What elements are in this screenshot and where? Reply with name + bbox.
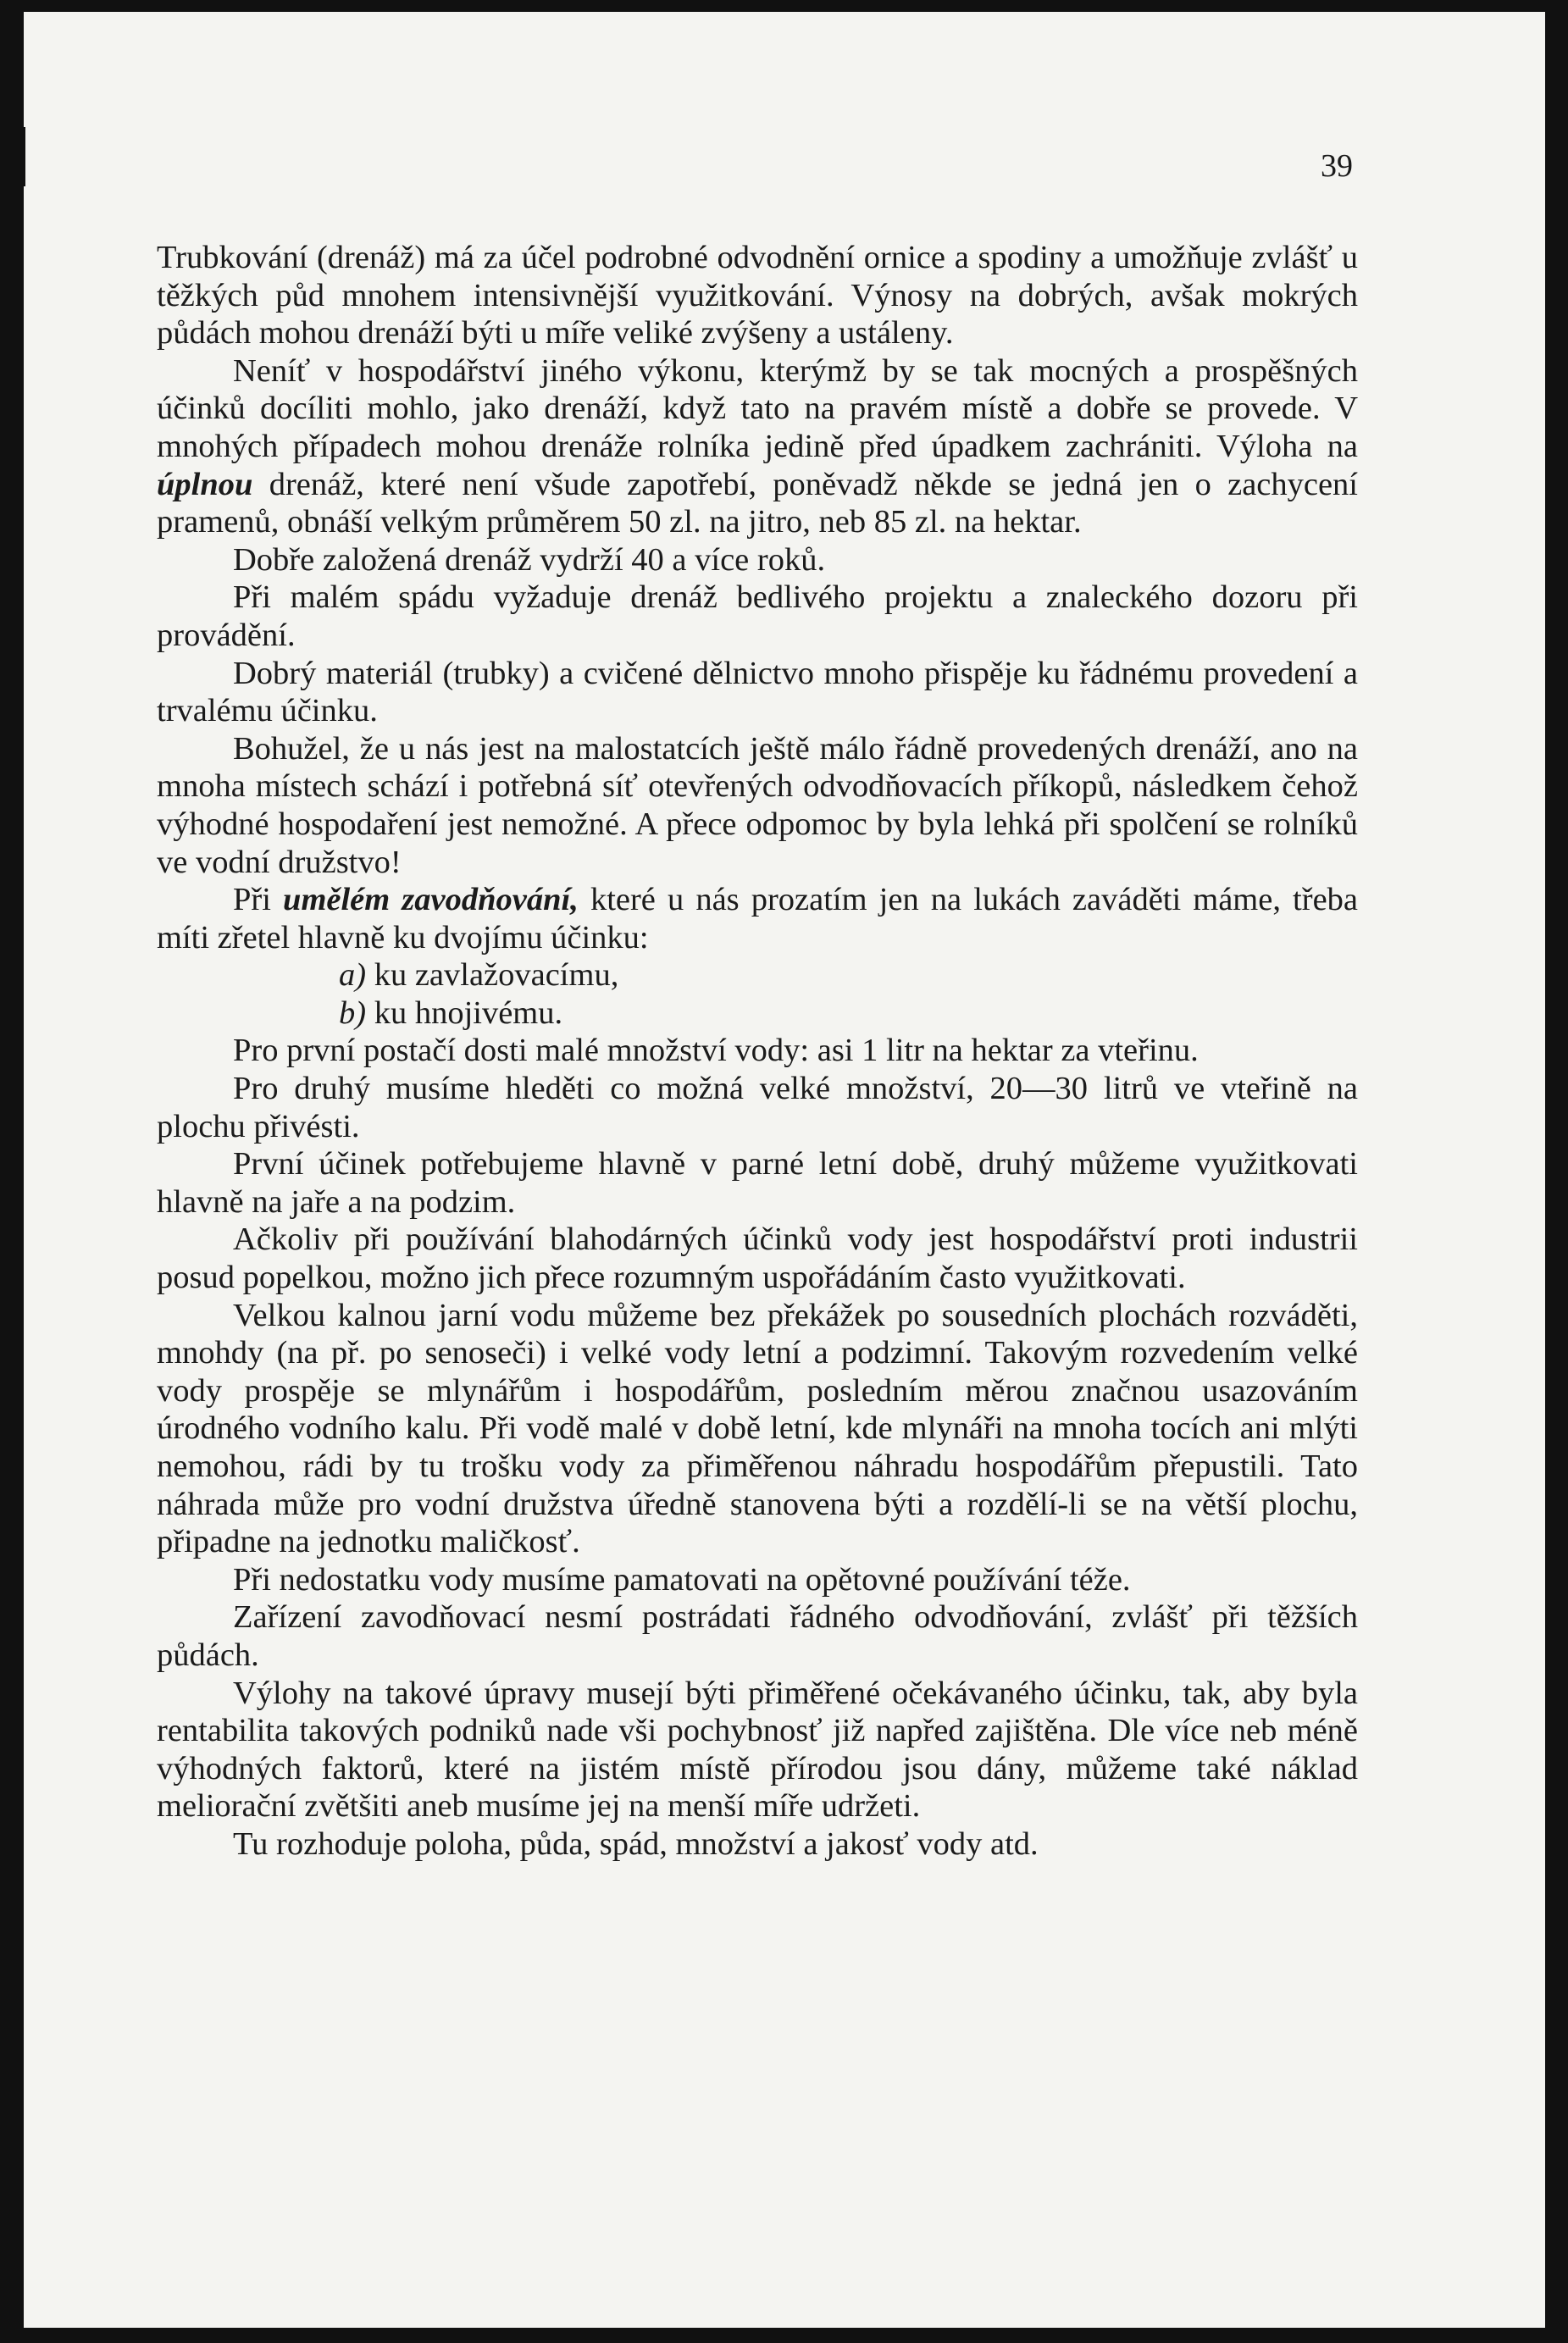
- paragraph: [157, 1221, 1358, 1296]
- paragraph: [157, 1675, 1358, 1825]
- paragraph: [157, 730, 1358, 881]
- paragraph: [157, 239, 1358, 352]
- emphasis-text: úplnou: [157, 466, 253, 502]
- book-page: [24, 12, 1545, 2328]
- paragraph-text: Zařízení zavodňovací nesmí postrádati řádného odvodňování, zvlášť při těžších půdách.: [157, 1599, 1358, 1673]
- paragraph-text: Trubkování (drenáž) má za účel podrobné odvodnění ornice a spodiny a umožňuje zvlášť u těžkých půd mnohem intensivnější využitkování. Výnosy na dobrých, avšak mokrých půdách mohou drenáží býti u míře veliké zvýšeny a ustáleny.: [157, 240, 1358, 352]
- paragraph-text: Při malém spádu vyžaduje drenáž bedlivého projektu a znaleckého dozoru při provádění.: [157, 579, 1358, 653]
- paragraph-text: Bohužel, že u nás jest na malostatcích ještě málo řádně provedených drenáží, ano na mnoha místech schází i potřebná síť otevřených odvodňovacích příkopů, následkem čehož výhodné hospodaření jest nemožné. A přece odpomoc by byla lehká při spolčení se rolníků ve vodní družstvo!: [157, 730, 1358, 880]
- paragraph-text: Výlohy na takové úpravy musejí býti přiměřené očekávaného účinku, tak, aby byla rentabilita takových podniků nade vši pochybnosť již napřed zajištěna. Dle více neb méně výhodných faktorů, které na jistém místě přírodou jsou dány, můžeme také náklad meliorační zvětšiti aneb musíme jej na menší míře udržeti.: [157, 1675, 1358, 1825]
- paragraph: [157, 1825, 1358, 1864]
- paragraph: [157, 541, 1358, 579]
- paragraph: [157, 881, 1358, 956]
- list-letter: a): [339, 957, 367, 994]
- paragraph: [157, 655, 1358, 730]
- page-number: 39: [1321, 148, 1353, 184]
- paragraph-text: Tu rozhoduje poloha, půda, spád, množství a jakosť vody atd.: [233, 1825, 1039, 1862]
- paragraph-text: Neníť v hospodářství jiného výkonu, kterýmž by se tak mocných a prospěšných účinků docíliti mohlo, jako drenáží, když tato na pravém místě a dobře se provede. V mnohých případech mohou drenáže rolníka jedině před úpadkem zachrániti. Výloha na: [157, 352, 1358, 464]
- paragraph: [157, 1561, 1358, 1599]
- paragraph-text: Ačkoliv při používání blahodárných účinků vody jest hospodářství proti industrii posud popelkou, možno jich přece rozumným uspořádáním často využitkovati.: [157, 1221, 1358, 1296]
- list-item: [157, 956, 1358, 994]
- paragraph: [157, 1598, 1358, 1674]
- list-letter: b): [339, 994, 367, 1031]
- paragraph-text: drenáž, které není všude zapotřebí, poněvadž někde se jedná jen o zachycení pramenů, obnáší velkým průměrem 50 zl. na jitro, neb 85 zl. na hektar.: [157, 466, 1358, 540]
- body-text: [157, 239, 1358, 1864]
- paragraph: [157, 352, 1358, 541]
- paragraph-text: Velkou kalnou jarní vodu můžeme bez překážek po sousedních plochách rozváděti, mnohdy (na př. po senoseči) i velké vody letní a podzimní. Takovým rozvedením velké vody prospěje se mlynářům i hospodářům, posledním měrou značnou usazováním úrodného vodního kalu. Při vodě malé v době letní, kde mlynáři na mnoha tocích ani mlýti nemohou, rádi by tu trošku vody za přiměřenou náhradu hospodářům přepustili. Tato náhrada může pro vodní družstva úředně stanovena býti a rozdělí-li se na větší plochu, připadne na jednotku maličkosť.: [157, 1297, 1358, 1560]
- list-text: ku zavlažovacímu,: [374, 957, 619, 994]
- paragraph: [157, 1297, 1358, 1561]
- paragraph: [157, 1032, 1358, 1070]
- list-item: [157, 994, 1358, 1033]
- paragraph-text: Dobře založená drenáž vydrží 40 a více roků.: [233, 541, 826, 578]
- paragraph: [157, 579, 1358, 654]
- scan-edge-mark: [20, 127, 25, 186]
- paragraph-text: Pro první postačí dosti malé množství vody: asi 1 litr na hektar za vteřinu.: [233, 1033, 1199, 1069]
- paragraph-text: První účinek potřebujeme hlavně v parné letní době, druhý můžeme využitkovati hlavně na jaře a na podzim.: [157, 1146, 1358, 1220]
- paragraph-text: Při nedostatku vody musíme pamatovati na opětovné používání téže.: [233, 1561, 1131, 1598]
- paragraph: [157, 1145, 1358, 1221]
- paragraph-text: Pro druhý musíme hleděti co možná velké množství, 20—30 litrů ve vteřině na plochu přivésti.: [157, 1071, 1358, 1144]
- scan-edge-mark: [12, 2287, 19, 2321]
- paragraph: [157, 1070, 1358, 1145]
- emphasis-text: umělém zavodňování,: [283, 882, 579, 918]
- paragraph-text: Dobrý materiál (trubky) a cvičené dělnictvo mnoho přispěje ku řádnému provedení a trvalému účinku.: [157, 655, 1358, 729]
- paragraph-text: Při: [233, 882, 284, 918]
- paragraph-text: které u nás prozatím jen na lukách zaváděti máme, třeba míti zřetel hlavně ku dvojímu účinku:: [157, 882, 1359, 955]
- list-text: ku hnojivému.: [374, 994, 563, 1031]
